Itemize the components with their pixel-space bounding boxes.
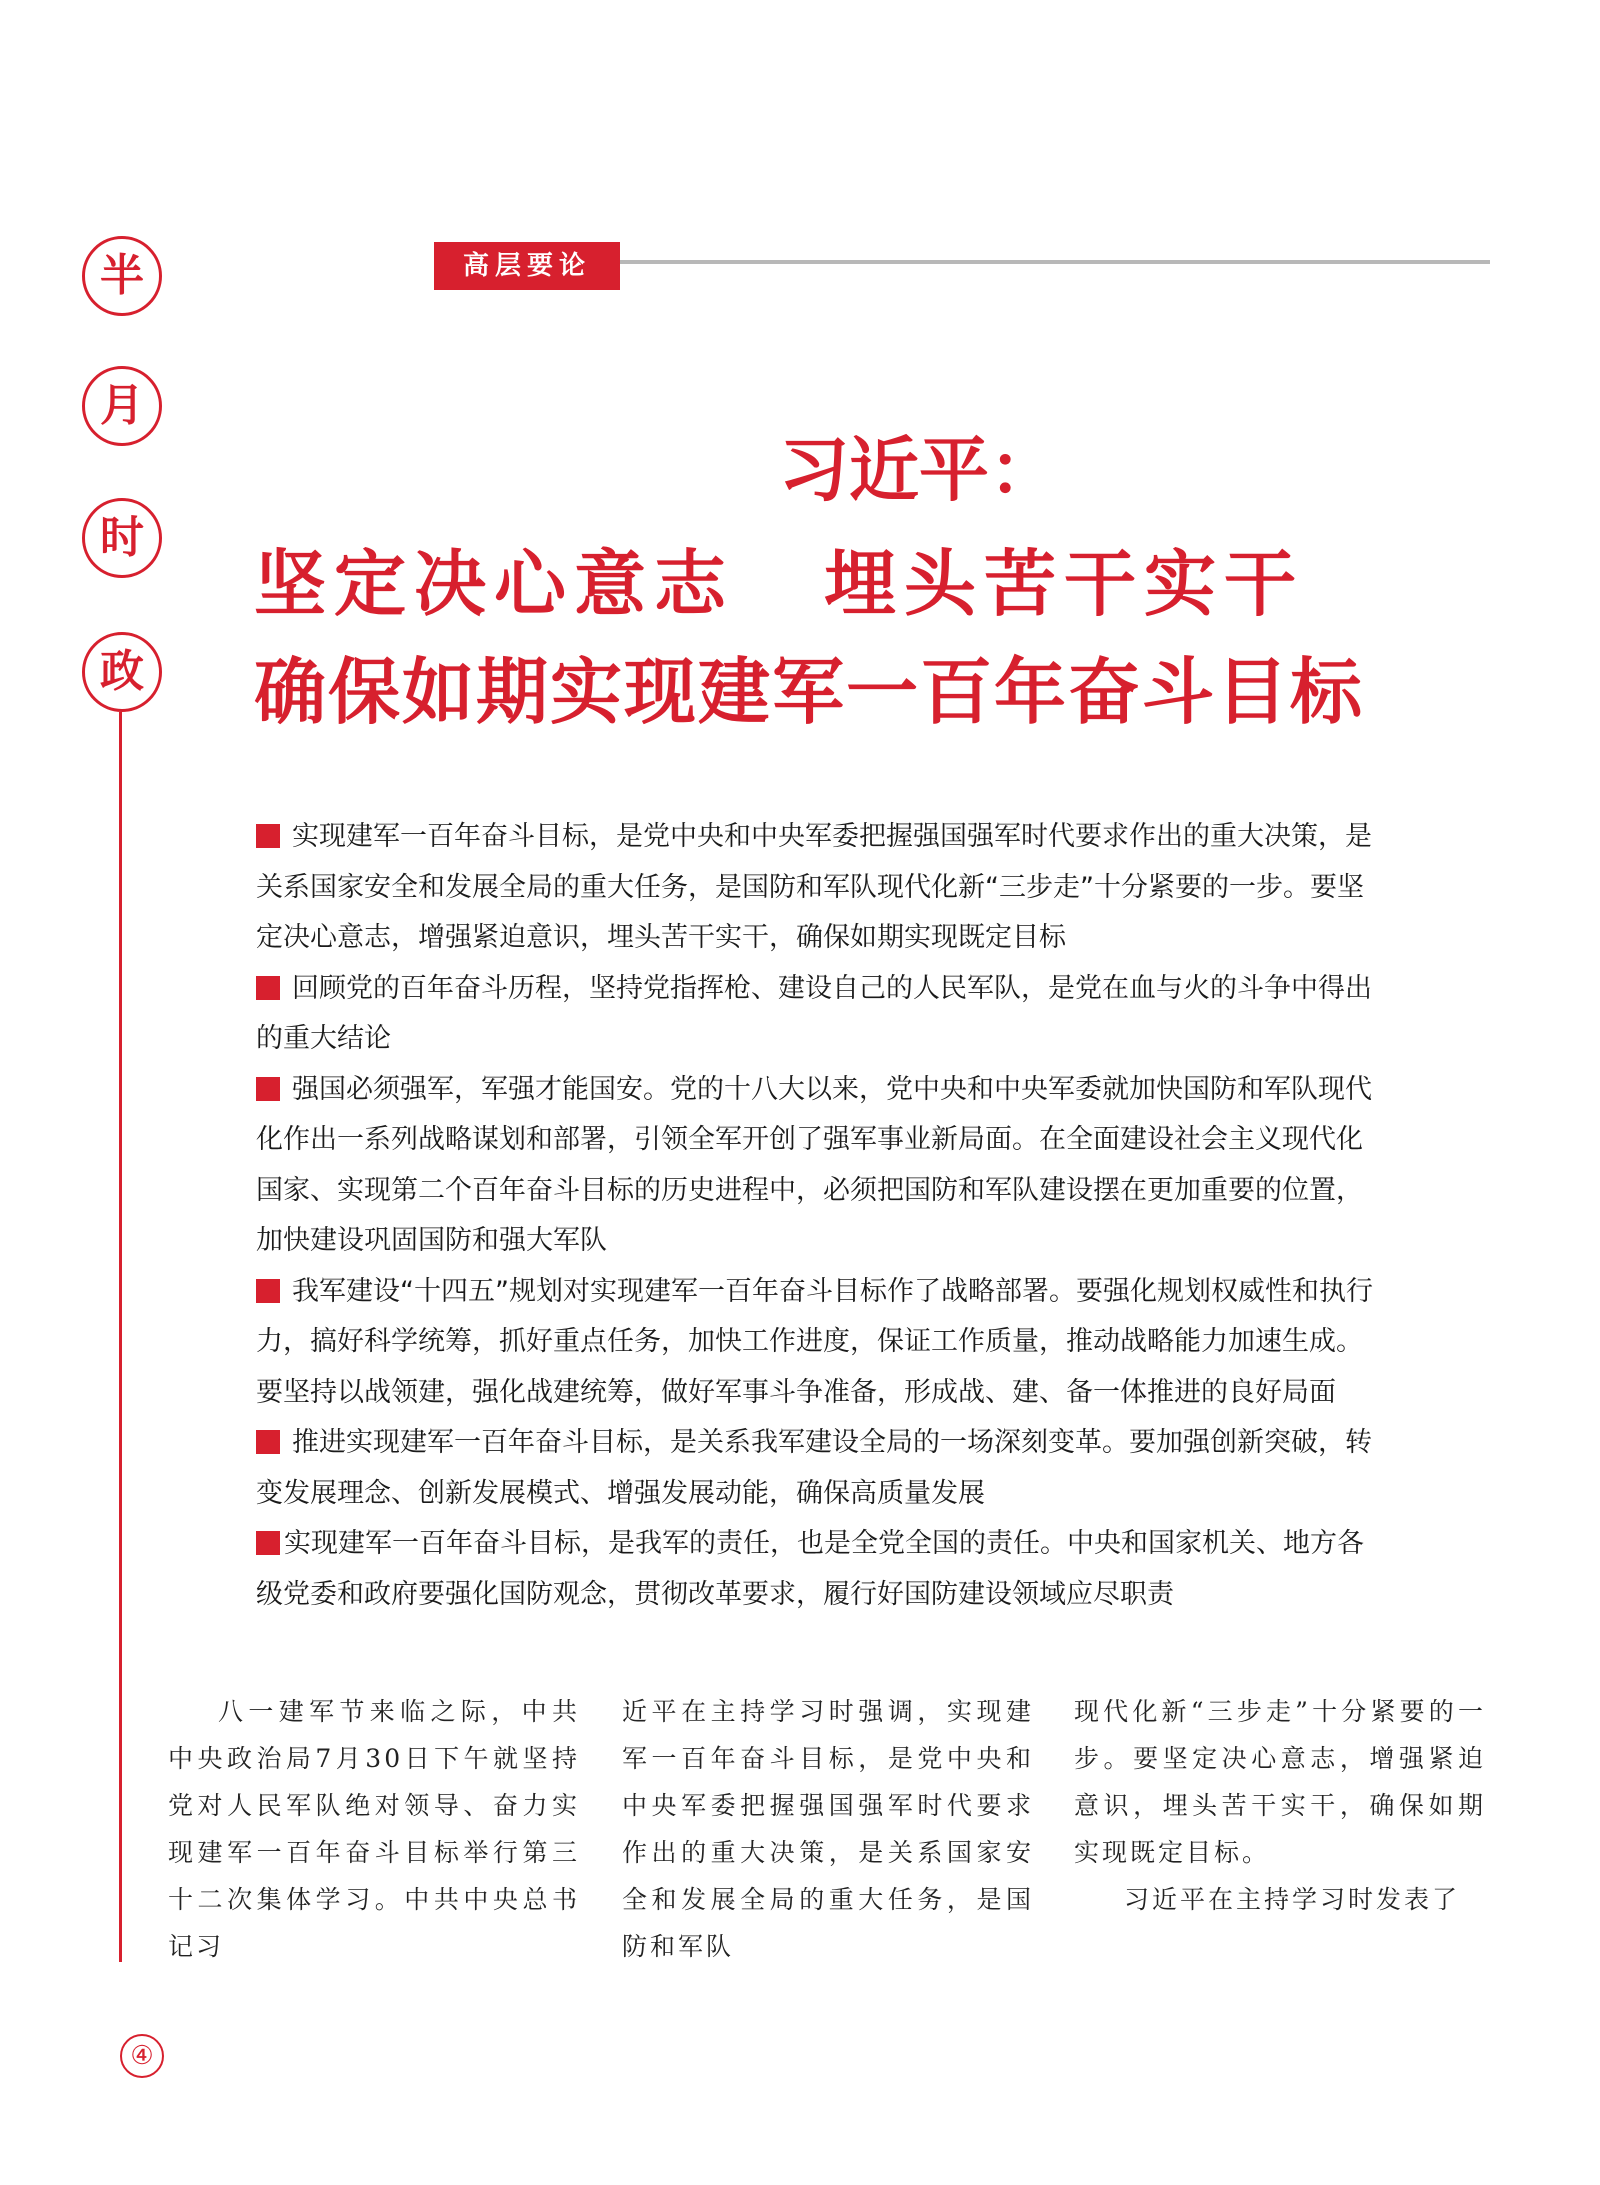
summary-item: 我军建设“十四五”规划对实现建军一百年奋斗目标作了战略部署。要强化规划权威性和执行力，搞好科学统筹，抓好重点任务，加快工作进度，保证工作质量，推动战略能力加速生成。要坚持以战领建，强化战建统筹，做好军事斗争准备，形成战、建、备一体推进的良好局面	[256, 1275, 1373, 1408]
body-paragraph: 习近平在主持学习时发表了	[1124, 1885, 1461, 1914]
headline-line3: 确保如期实现建军一百年奋斗目标	[254, 650, 1365, 734]
summary-item: 强国必须强军，军强才能国安。党的十八大以来，党中央和中央军委就加快国防和军队现代化作出一系列战略谋划和部署，引领全军开创了强军事业新局面。在全面建设社会主义现代化国家、实现第二个百年奋斗目标的历史进程中，必须把国防和军队建设摆在更加重要的位置，加快建设巩固国防和强大军队	[256, 1073, 1372, 1256]
masthead-char-ban: 半	[82, 236, 162, 316]
article-body	[168, 1688, 1488, 1961]
summary-list	[256, 812, 1380, 1620]
section-rule	[620, 260, 1490, 264]
body-paragraph: 近平在主持学习时强调，实现建军一百年奋斗目标，是党中央和中央军委把握强国强军时代要求作出的重大决策，是关系国家安全和发展全局的重大任务，是国防和军队	[622, 1697, 1034, 1961]
bullet-square-icon	[256, 1077, 280, 1101]
body-column-1	[168, 1688, 580, 1970]
summary-item: 实现建军一百年奋斗目标，是我军的责任，也是全党全国的责任。中央和国家机关、地方各级党委和政府要强化国防观念，贯彻改革要求，履行好国防建设领域应尽职责	[256, 1528, 1364, 1610]
headline-line2	[254, 526, 1384, 630]
masthead-char-yue: 月	[82, 366, 162, 446]
masthead-divider-line	[119, 712, 122, 1962]
masthead-char-zheng: 政	[82, 632, 162, 712]
summary-item: 回顾党的百年奋斗历程，坚持党指挥枪、建设自己的人民军队，是党在血与火的斗争中得出的重大结论	[256, 972, 1372, 1054]
summary-item: 实现建军一百年奋斗目标，是党中央和中央军委把握强国强军时代要求作出的重大决策，是关系国家安全和发展全局的重大任务，是国防和军队现代化新“三步走”十分紧要的一步。要坚定决心意志，增强紧迫意识，埋头苦干实干，确保如期实现既定目标	[256, 821, 1372, 953]
body-paragraph: 现代化新“三步走”十分紧要的一步。要坚定决心意志，增强紧迫意识，埋头苦干实干，确保如期实现既定目标。	[1074, 1697, 1486, 1867]
bullet-square-icon	[256, 1531, 280, 1555]
summary-item: 推进实现建军一百年奋斗目标，是关系我军建设全局的一场深刻变革。要加强创新突破，转变发展理念、创新发展模式、增强发展动能，确保高质量发展	[256, 1427, 1372, 1509]
bullet-square-icon	[256, 976, 280, 1000]
headline-phrase-b: 埋头苦干实干	[824, 542, 1305, 626]
headline-phrase-a: 坚定决心意志	[254, 542, 735, 626]
masthead-char-shi: 时	[82, 498, 162, 578]
page-number: ④	[120, 2034, 164, 2078]
body-paragraph: 八一建军节来临之际，中共中央政治局7月30日下午就坚持党对人民军队绝对领导、奋力实现建军一百年奋斗目标举行第三十二次集体学习。中共中央总书记习	[168, 1697, 580, 1961]
headline-speaker: 习近平：	[779, 429, 1059, 511]
bullet-square-icon	[256, 1430, 280, 1454]
headline-line1	[254, 414, 1384, 515]
bullet-square-icon	[256, 824, 280, 848]
bullet-square-icon	[256, 1279, 280, 1303]
body-column-2	[622, 1688, 1034, 1970]
section-tag: 高层要论	[434, 242, 620, 290]
body-column-3	[1074, 1688, 1486, 1923]
